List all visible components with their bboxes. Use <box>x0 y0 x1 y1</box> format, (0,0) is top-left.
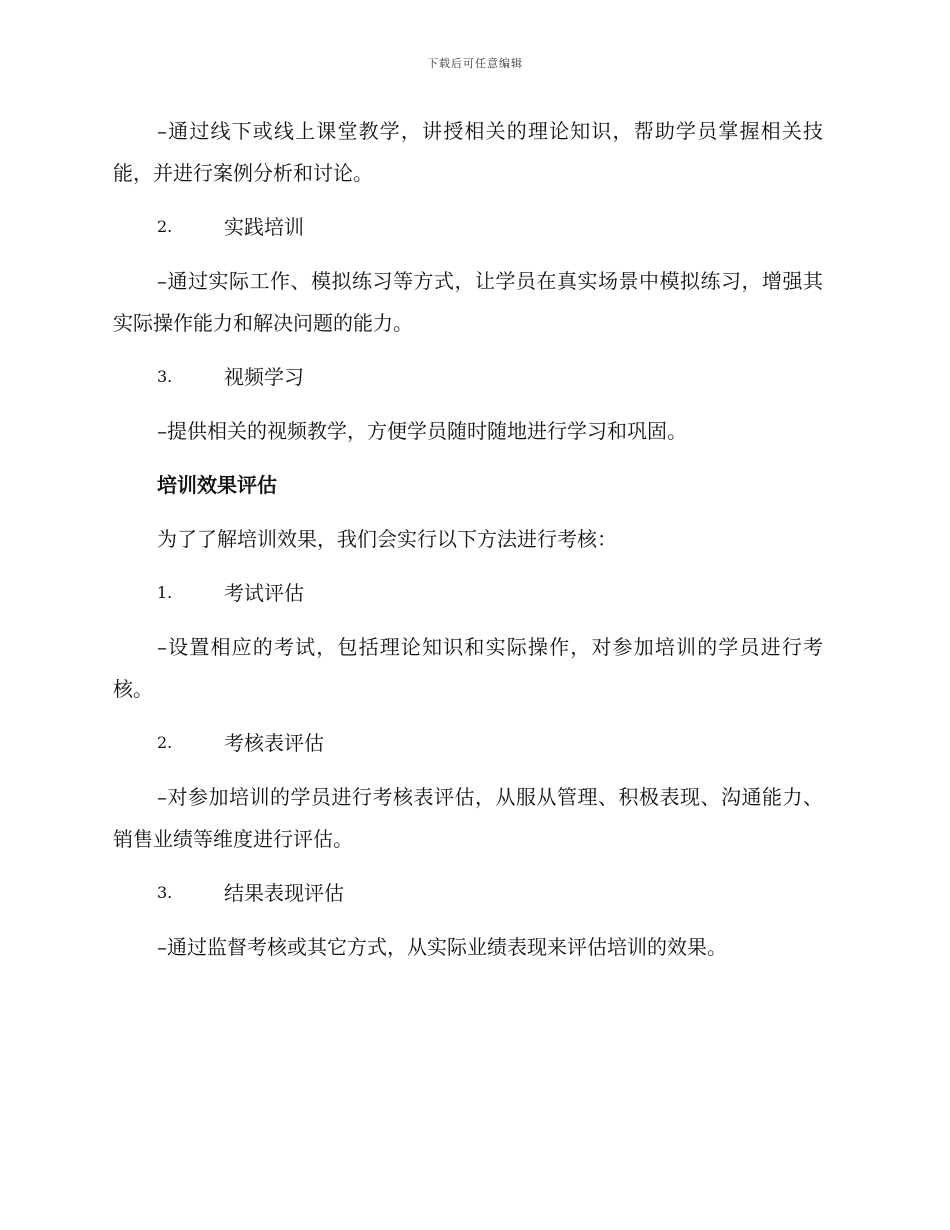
paragraph-video-desc: –提供相关的视频教学，方便学员随时随地进行学习和巩固。 <box>157 419 687 443</box>
paragraph-exam-desc: –设置相应的考试，包括理论知识和实际操作，对参加培训的学员进行考核。 <box>113 635 823 701</box>
paragraph-classroom-desc: –通过线下或线上课堂教学，讲授相关的理论知识，帮助学员掌握相关技能，并进行案例分析和讨论。 <box>113 119 823 185</box>
header-note: 下载后可任意编辑 <box>427 57 523 70</box>
list-number: 2. <box>157 733 173 752</box>
list-label: 实践培训 <box>224 215 304 239</box>
list-label: 视频学习 <box>224 365 304 389</box>
list-number: 1. <box>157 583 173 602</box>
list-number: 2. <box>157 217 173 236</box>
section-heading: 培训效果评估 <box>157 473 277 497</box>
paragraph-results-desc: –通过监督考核或其它方式，从实际业绩表现来评估培训的效果。 <box>157 935 727 959</box>
paragraph-assessment-form-desc: –对参加培训的学员进行考核表评估，从服从管理、积极表现、沟通能力、销售业绩等维度进行评估。 <box>113 785 823 851</box>
list-item-exam <box>113 572 823 614</box>
paragraph-practice-desc: –通过实际工作、模拟练习等方式，让学员在真实场景中模拟练习，增强其实际操作能力和解决问题的能力。 <box>113 269 823 335</box>
list-item-video <box>113 356 823 398</box>
list-number: 3. <box>157 367 173 386</box>
list-label: 考试评估 <box>224 581 304 605</box>
paragraph-intro: 为了了解培训效果，我们会实行以下方法进行考核： <box>157 527 617 551</box>
list-item-results <box>113 872 823 914</box>
list-label: 考核表评估 <box>224 731 324 755</box>
list-item-assessment-form <box>113 722 823 764</box>
list-label: 结果表现评估 <box>224 881 344 905</box>
list-item-practice <box>113 206 823 248</box>
list-number: 3. <box>157 883 173 902</box>
document-body <box>113 110 823 968</box>
